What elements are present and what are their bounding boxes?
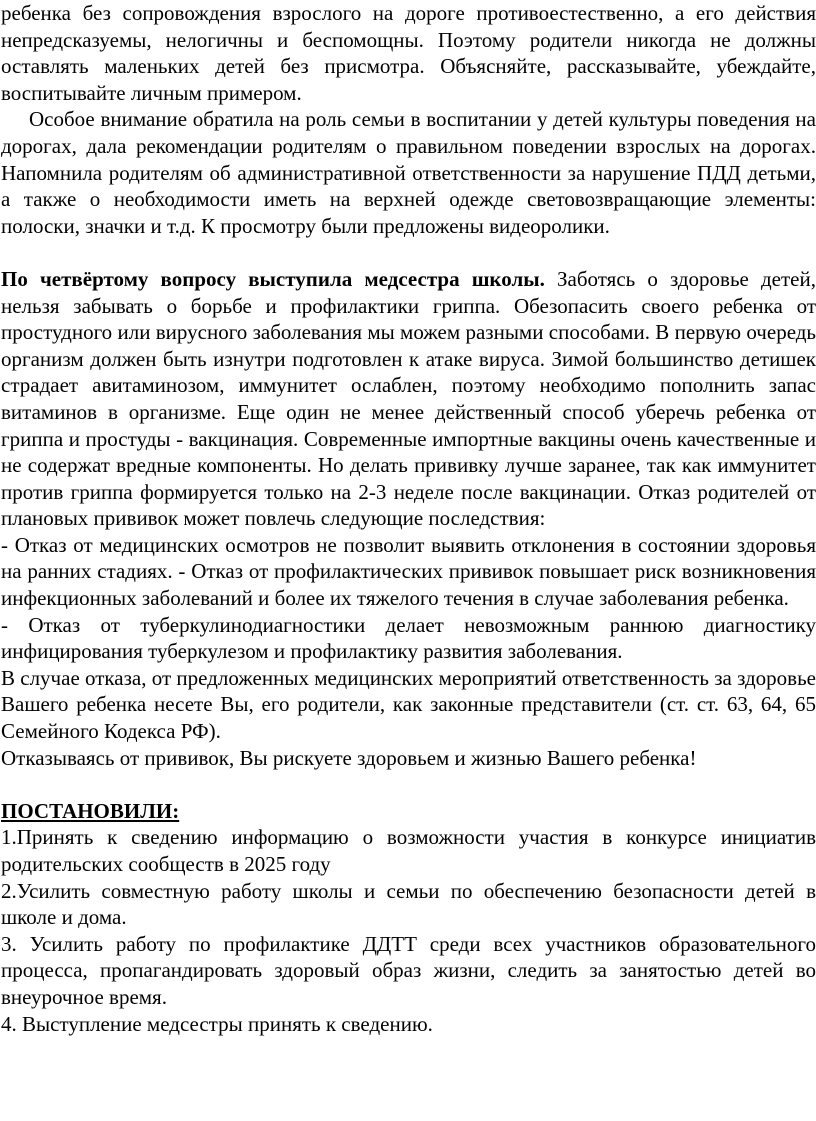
fourth-question-lead: По четвёртому вопросу выступила медсестра школы. [1, 266, 545, 291]
paragraph-consequence-1: - Отказ от медицинских осмотров не позволит выявить отклонения в состоянии здоровья на ранних стадиях. - Отказ от профилактических прививок повышает риск возникновения инфекционных заболеваний и более их тяжелого течения в случае заболевания ребенка. [1, 532, 816, 611]
resolved-heading-line [1, 798, 816, 825]
spacer [1, 771, 816, 798]
resolution-item: 4. Выступление медсестры принять к сведению. [1, 1011, 433, 1036]
spacer [1, 239, 816, 266]
fourth-question-text: Заботясь о здоровье детей, нельзя забывать о борьбе и профилактики гриппа. Обезопасить своего ребенка от простудного или вирусного заболевания мы можем разными способами. В первую очередь организм должен быть изнутри подготовлен к атаке вируса. Зимой большинство детишек страдает авитаминозом, иммунитет ослаблен, поэтому необходимо пополнить запас витаминов в организме. Еще один не менее действенный способ уберечь ребенка от гриппа и простуды - вакцинация. Современные импортные вакцины очень качественные и не содержат вредные компоненты. Но делать прививку лучше заранее, так как иммунитет против гриппа формируется только на 2-3 неделе после вакцинации. Отказ родителей от плановых прививок может повлечь следующие последствия: [1, 266, 816, 531]
paragraph-continuation: ребенка без сопровождения взрослого на дороге противоестественно, а его действия непредсказуемы, нелогичны и беспомощны. Поэтому родители никогда не должны оставлять маленьких детей без присмотра. Объясняйте, рассказывайте, убеждайте, воспитывайте личным примером. [1, 1, 816, 105]
resolution-item: 1.Принять к сведению информацию о возможности участия в конкурсе инициатив родительских сообществ в 2025 году [1, 825, 816, 876]
resolution-item: 2.Усилить совместную работу школы и семьи по обеспечению безопасности детей в школе и дома. [1, 878, 816, 930]
paragraph-responsibility: В случае отказа, от предложенных медицинских мероприятий ответственность за здоровье Вашего ребенка несете Вы, его родители, как законные представители (ст. ст. 63, 64, 65 Семейного Кодекса РФ). [1, 665, 816, 744]
resolution-item: 3. Усилить работу по профилактике ДДТТ среди всех участников образовательного процесса, пропагандировать здоровый образ жизни, следить за занятостью детей во внеурочное время. [1, 931, 816, 1009]
paragraph-family-role: Особое внимание обратила на роль семьи в воспитании у детей культуры поведения на дорогах, дала рекомендации родителям о правильном поведении взрослых на дорогах. Напомнила родителям об административной ответственности за нарушение ПДД детьми, а также о необходимости иметь на верхней одежде световозвращающие элементы: полоски, значки и т.д. К просмотру были предложены видеоролики. [1, 107, 816, 238]
paragraph-fourth-question [1, 266, 816, 532]
resolved-heading: ПОСТАНОВИЛИ: [1, 798, 180, 823]
paragraph-consequence-2: - Отказ от туберкулинодиагностики делает невозможным раннюю диагностику инфицирования туберкулезом и профилактику развития заболевания. [1, 612, 816, 664]
paragraph-warning: Отказываясь от прививок, Вы рискуете здоровьем и жизнью Вашего ребенка! [1, 745, 697, 770]
